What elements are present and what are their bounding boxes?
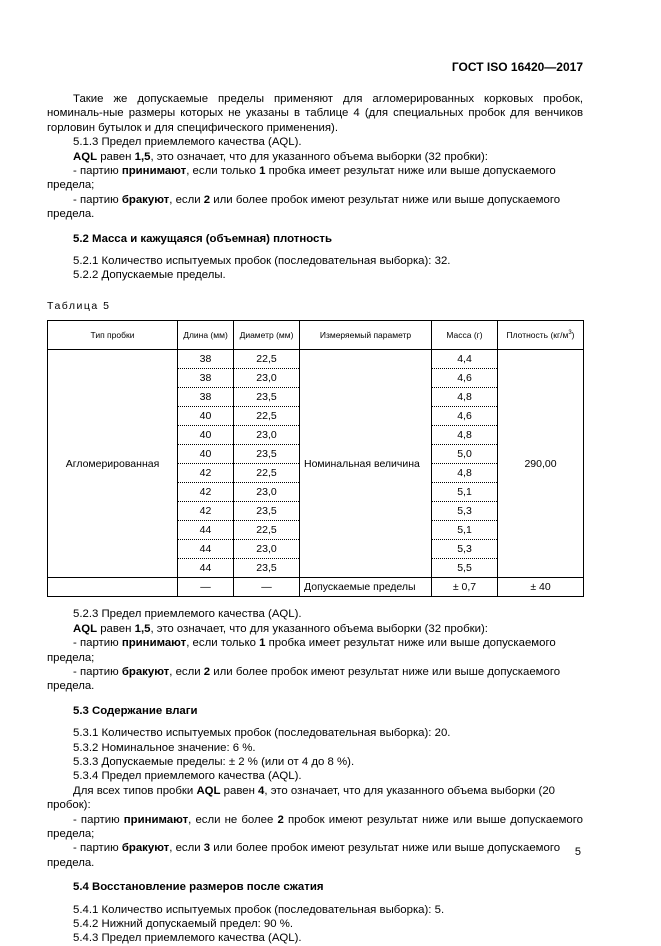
clause-5-4-3: 5.4.3 Предел приемлемого качества (AQL).: [73, 932, 302, 945]
accept-rule: - партию принимают, если только 1 пробка имеет результат ниже или выше допускаемого предела;: [47, 637, 556, 664]
cell-length: 38: [178, 369, 234, 388]
table-row: [48, 350, 584, 369]
clause-5-3-1: 5.3.1 Количество испытуемых пробок (последовательная выборка): 20.: [73, 727, 451, 740]
cell-length: 42: [178, 483, 234, 502]
cell-diameter: 23,5: [234, 559, 300, 578]
cell-mass: 4,8: [432, 464, 498, 483]
header-diameter: Диаметр (мм): [234, 321, 300, 350]
clause-5-1-3: 5.1.3 Предел приемлемого качества (AQL).: [73, 136, 302, 149]
cell-diameter: 23,0: [234, 426, 300, 445]
cell-type-empty: [48, 578, 178, 597]
cell-mass: 5,3: [432, 540, 498, 559]
cell-diameter: 22,5: [234, 464, 300, 483]
cell-length: 44: [178, 521, 234, 540]
cell-mass: 4,4: [432, 350, 498, 369]
table-caption: Таблица 5: [47, 299, 111, 312]
cell-type: Агломерированная: [48, 350, 178, 578]
reject-rule: - партию бракуют, если 2 или более пробок имеют результат ниже или выше допускаемого предела.: [47, 665, 561, 693]
reject-rule: - партию бракуют, если 2 или более пробок имеют результат ниже или выше допускаемого предела.: [47, 193, 561, 221]
cell-diameter: 22,5: [234, 350, 300, 369]
cell-diameter: 22,5: [234, 521, 300, 540]
header-mass: Масса (г): [432, 321, 498, 350]
cell-density: ± 40: [498, 578, 584, 597]
cell-diameter: 23,5: [234, 445, 300, 464]
header-type: Тип пробки: [48, 321, 178, 350]
document-header: ГОСТ ISO 16420—2017: [451, 60, 583, 74]
clause-5-3-3: 5.3.3 Допускаемые пределы: ± 2 % (или от 4 до 8 %).: [73, 755, 355, 768]
cell-mass: 5,1: [432, 483, 498, 502]
header-length: Длина (мм): [178, 321, 234, 350]
cell-mass: ± 0,7: [432, 578, 498, 597]
cell-length: 38: [178, 350, 234, 369]
section-5-4-title: 5.4 Восстановление размеров после сжатия: [73, 881, 324, 894]
clause-5-3-4: 5.3.4 Предел приемлемого качества (AQL).: [73, 770, 302, 783]
section-5-3-title: 5.3 Содержание влаги: [73, 704, 198, 717]
cell-length: 38: [178, 388, 234, 407]
cell-diameter: 23,5: [234, 388, 300, 407]
cell-param-tolerance: Допускаемые пределы: [300, 578, 432, 597]
clause-5-4-2: 5.4.2 Нижний допускаемый предел: 90 %.: [73, 918, 294, 930]
aql-statement: AQL равен 1,5, это означает, что для указанного объема выборки (32 пробки):: [73, 622, 488, 635]
cell-length: 44: [178, 559, 234, 578]
cell-length: 42: [178, 502, 234, 521]
page-number: 5: [574, 846, 581, 858]
cell-diameter: 23,0: [234, 540, 300, 559]
table-header-row: [48, 321, 584, 350]
cell-diameter: 23,5: [234, 502, 300, 521]
cell-length: —: [178, 578, 234, 597]
clause-5-2-3: 5.2.3 Предел приемлемого качества (AQL).: [73, 608, 302, 621]
cell-mass: 4,6: [432, 407, 498, 426]
reject-rule: - партию бракуют, если 3 или более пробок имеют результат ниже или выше допускаемого предела.: [47, 842, 561, 869]
cell-mass: 4,8: [432, 426, 498, 445]
table-row-tolerance: [48, 578, 584, 597]
cell-mass: 5,1: [432, 521, 498, 540]
cell-length: 40: [178, 445, 234, 464]
clause-5-2-1: 5.2.1 Количество испытуемых пробок (последовательная выборка): 32.: [73, 255, 451, 268]
header-param: Измеряемый параметр: [300, 321, 432, 350]
cell-diameter: 23,0: [234, 369, 300, 388]
cell-diameter: 23,0: [234, 483, 300, 502]
table-body: [48, 350, 584, 597]
clause-5-3-2: 5.3.2 Номинальное значение: 6 %.: [73, 741, 256, 754]
cell-mass: 5,3: [432, 502, 498, 521]
cell-mass: 5,0: [432, 445, 498, 464]
cell-length: 44: [178, 540, 234, 559]
intro-paragraph: Такие же допускаемые пределы применяют для агломерированных корковых пробок, номиналь-ные размеры которых не указаны в таблице 4 (для специальных пробок для венчиков горловин бутылок и для специфического применения).: [47, 93, 583, 134]
accept-rule: - партию принимают, если только 1 пробка имеет результат ниже или выше допускаемого предела;: [47, 165, 556, 192]
cell-mass: 4,6: [432, 369, 498, 388]
page-content: [47, 92, 583, 946]
header-density: Плотность $(кг/м^3)$: [498, 321, 584, 350]
accept-rule-wrap: предела;: [47, 827, 95, 840]
aql-statement: AQL равен 1,5, это означает, что для указанного объема выборки (32 пробки):: [73, 150, 488, 163]
cell-density-value: 290,00: [498, 350, 584, 578]
cell-diameter: —: [234, 578, 300, 597]
clause-5-4-1: 5.4.1 Количество испытуемых пробок (последовательная выборка): 5.: [73, 903, 445, 916]
cell-param-nominal: Номинальная величина: [300, 350, 432, 578]
cell-length: 42: [178, 464, 234, 483]
cell-mass: 5,5: [432, 559, 498, 578]
accept-rule: - партию принимают, если не более 2 пробок имеют результат ниже или выше допускаемого: [73, 813, 583, 826]
clause-5-2-2: 5.2.2 Допускаемые пределы.: [73, 269, 226, 282]
section-5-2-title: 5.2 Масса и кажущаяся (объемная) плотность: [73, 232, 332, 245]
cell-diameter: 22,5: [234, 407, 300, 426]
cell-length: 40: [178, 407, 234, 426]
aql-statement: Для всех типов пробки AQL равен 4, это означает, что для указанного объема выборки (20 пробок):: [47, 784, 556, 812]
table-5: [47, 320, 584, 597]
cell-length: 40: [178, 426, 234, 445]
cell-mass: 4,8: [432, 388, 498, 407]
